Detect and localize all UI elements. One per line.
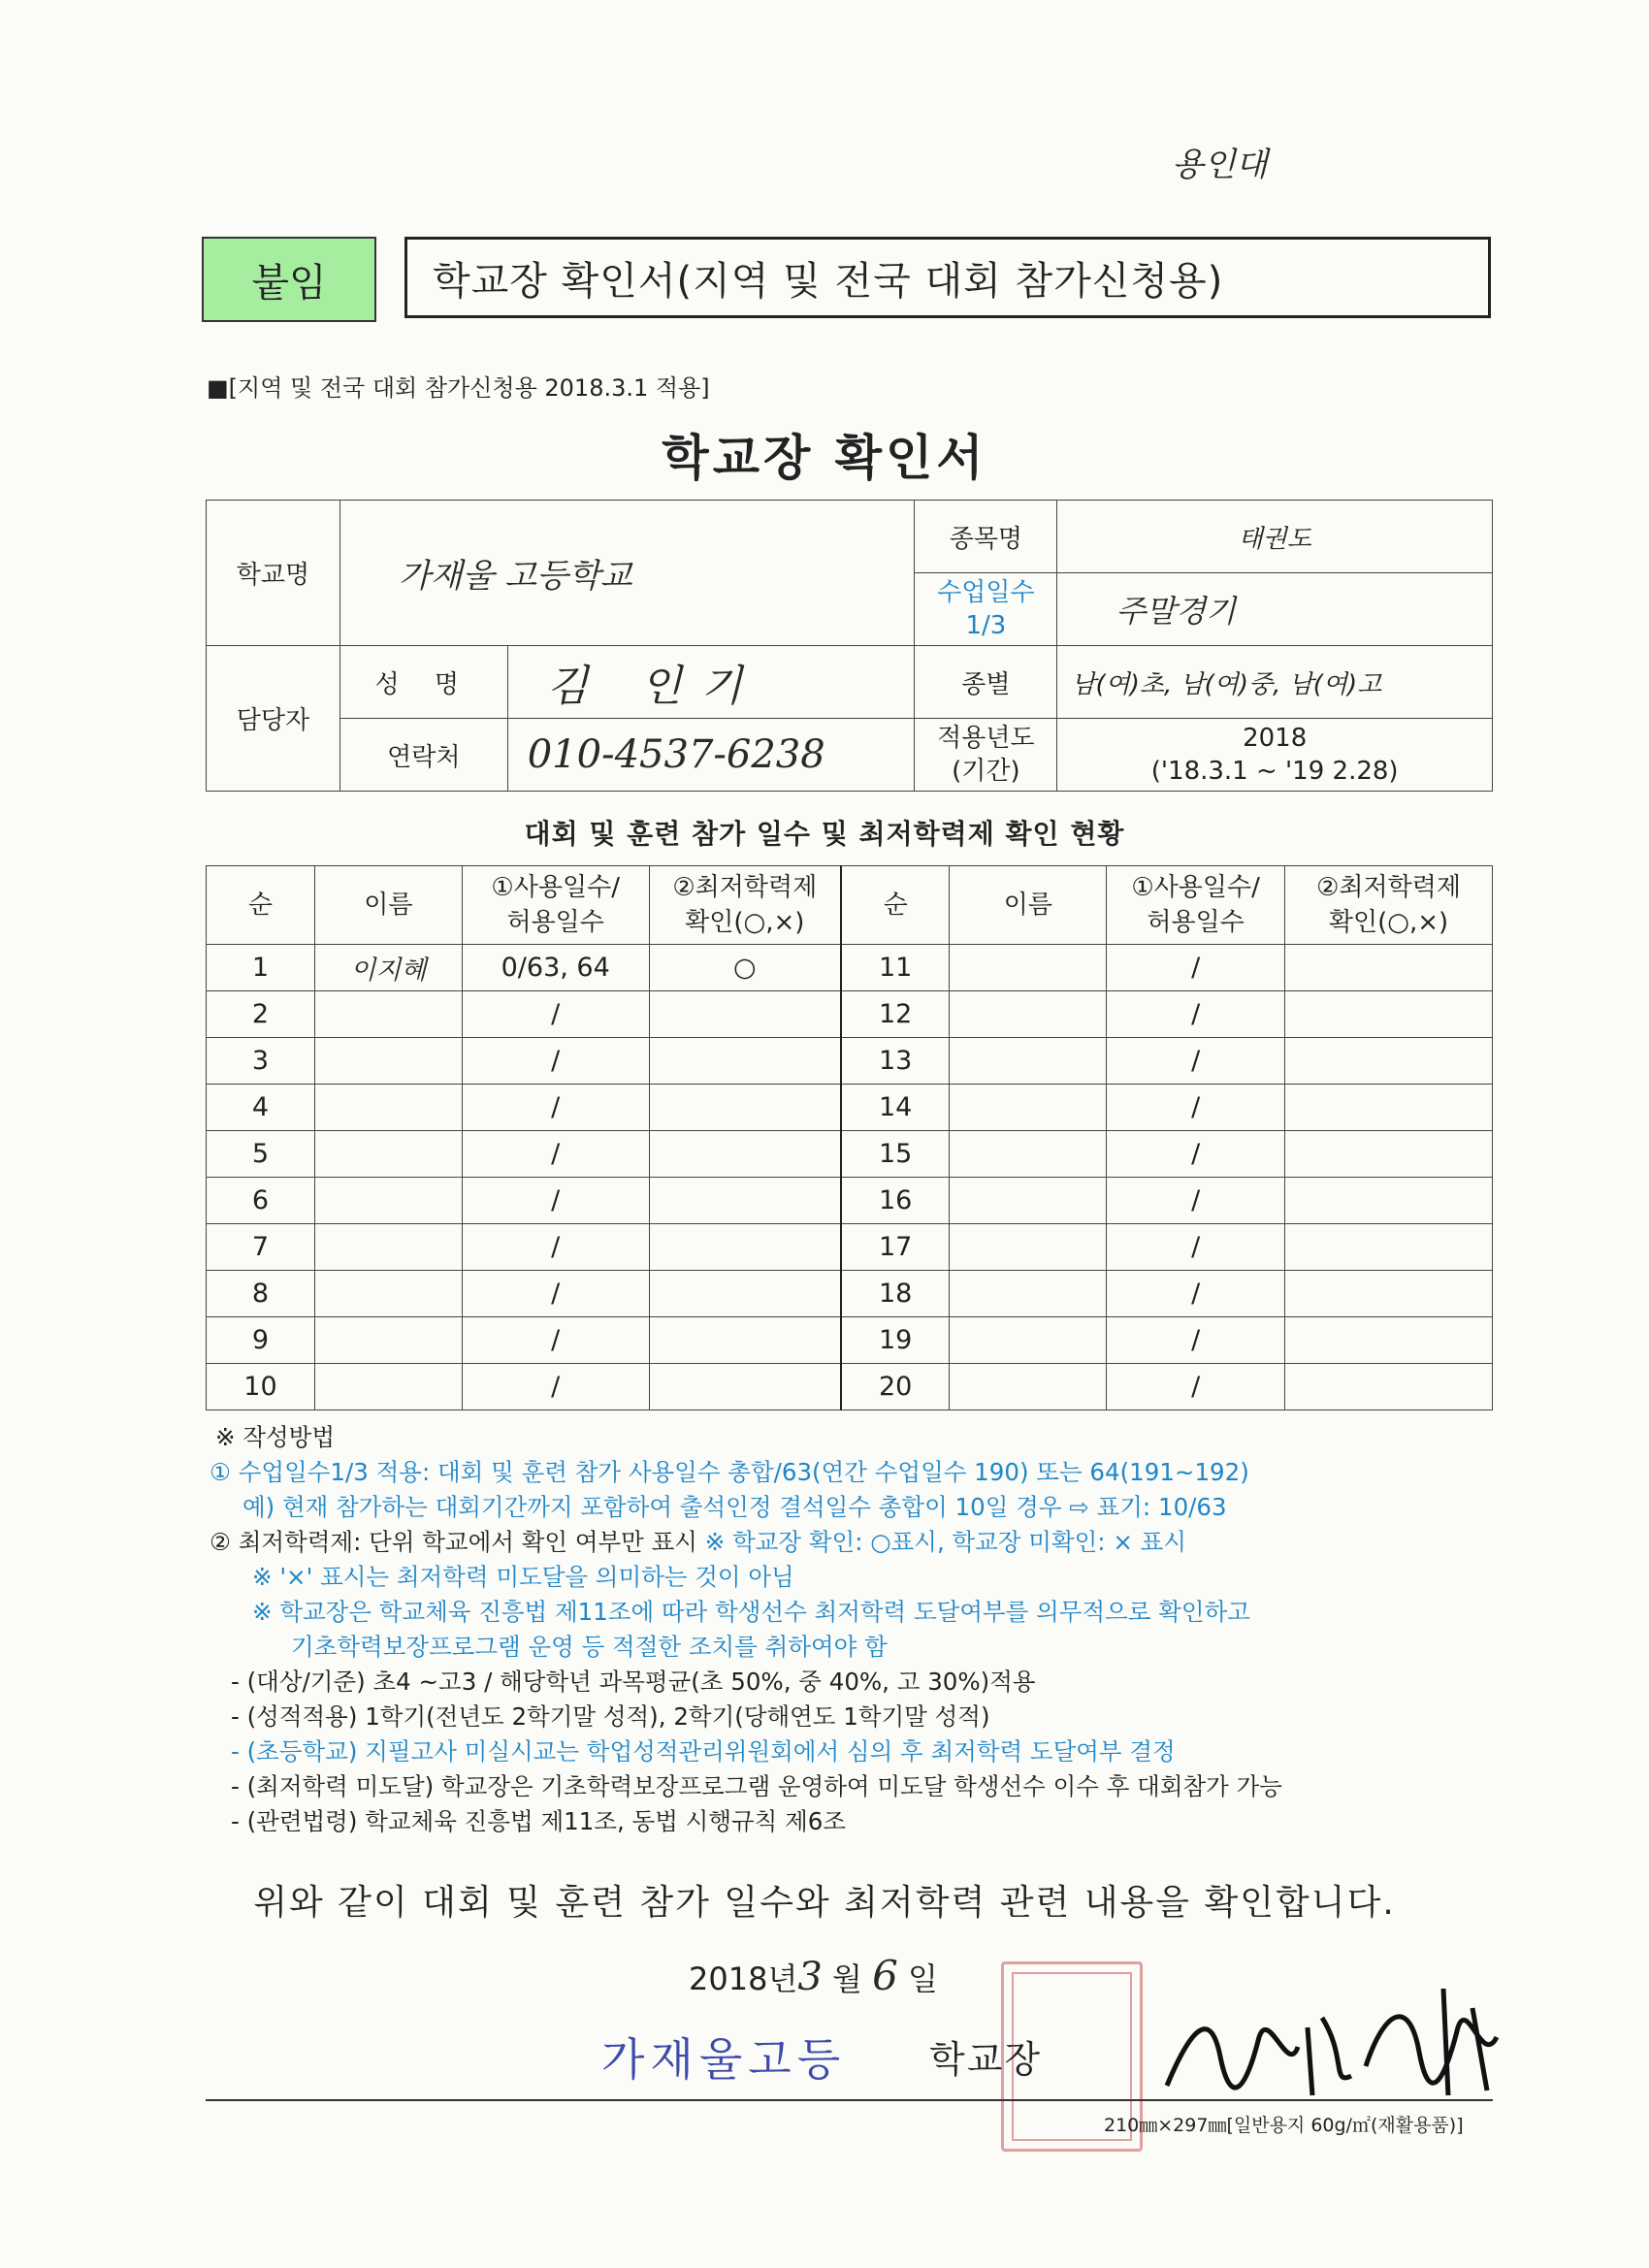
header-days-line2: 허용일수	[506, 908, 604, 937]
detail-1: - (대상/기준) 초4 ~고3 / 해당학년 과목평균(초 50%, 중 40%, 고 30%)적용	[231, 1668, 1036, 1696]
row-name-right	[950, 1038, 1107, 1085]
detail-5: - (관련법령) 학교체육 진흥법 제11조, 동법 시행규칙 제6조	[231, 1807, 847, 1835]
row-check	[649, 1271, 841, 1317]
table-row	[207, 1085, 1493, 1131]
row-name	[314, 1224, 462, 1271]
roster-header-row	[207, 866, 1493, 945]
row-name	[314, 1271, 462, 1317]
name-label: 성 명	[340, 646, 507, 719]
header-name-right: 이름	[950, 866, 1107, 945]
row-no-right: 14	[841, 1085, 950, 1131]
row-check-right	[1285, 1038, 1493, 1085]
row-check-right	[1285, 1224, 1493, 1271]
header-days-right	[1107, 866, 1285, 945]
year-value-line1: 2018	[1243, 724, 1308, 753]
contact-value: 010-4537-6238	[507, 719, 915, 792]
row-check	[649, 1364, 841, 1410]
detail-2: - (성적적용) 1학기(전년도 2학기말 성적), 2학기(당해연도 1학기말 성적)	[231, 1702, 990, 1731]
row-days-right: /	[1107, 1364, 1285, 1410]
row-no: 10	[207, 1364, 315, 1410]
row-check-right	[1285, 1131, 1493, 1178]
year-label-line1: 적용년도	[937, 724, 1035, 753]
header-check-line1: ②최저학력제	[672, 873, 818, 902]
row-name-right	[950, 1085, 1107, 1131]
row-days: /	[462, 1364, 649, 1410]
document-date	[689, 1952, 938, 1999]
corner-handwritten-note: 용인대	[1172, 146, 1268, 184]
date-day-suffix: 일	[897, 1960, 938, 1997]
paper-spec: 210㎜×297㎜[일반용지 60g/㎡(재활용품)]	[1104, 2115, 1464, 2136]
date-day: 6	[872, 1952, 898, 1999]
row-days: 0/63, 64	[462, 945, 649, 991]
row-name-right	[950, 1178, 1107, 1224]
info-table	[206, 500, 1493, 792]
note-2a-text: ② 최저학력제: 단위 학교에서 확인 여부만 표시	[210, 1528, 705, 1556]
row-no: 4	[207, 1085, 315, 1131]
header-check	[649, 866, 841, 945]
event-value: 태권도	[1057, 501, 1493, 573]
name-value: 김 인기	[507, 646, 915, 719]
row-no-right: 19	[841, 1317, 950, 1364]
principal-label: 학교장	[929, 2038, 1043, 2081]
days-label	[915, 573, 1057, 646]
row-no-right: 11	[841, 945, 950, 991]
table-row	[207, 991, 1493, 1038]
table-row	[207, 1038, 1493, 1085]
row-days: /	[462, 1038, 649, 1085]
row-name-right	[950, 1317, 1107, 1364]
row-days-right: /	[1107, 1224, 1285, 1271]
gender-label: 종별	[915, 646, 1057, 719]
row-name-right	[950, 1131, 1107, 1178]
row-name	[314, 1317, 462, 1364]
table-row	[207, 1131, 1493, 1178]
row-no-right: 18	[841, 1271, 950, 1317]
header-check-right-line2: 확인(○,×)	[1328, 908, 1449, 937]
row-name	[314, 991, 462, 1038]
row-no-right: 13	[841, 1038, 950, 1085]
note-1a: ① 수업일수1/3 적용: 대회 및 훈련 참가 사용일수 총합/63(연간 수업일수 190) 또는 64(191~192)	[210, 1458, 1249, 1486]
row-check: ○	[649, 945, 841, 991]
row-days: /	[462, 1131, 649, 1178]
row-no: 7	[207, 1224, 315, 1271]
row-no: 3	[207, 1038, 315, 1085]
date-month-suffix: 월	[822, 1960, 862, 1997]
roster-table	[206, 865, 1493, 1410]
row-no: 6	[207, 1178, 315, 1224]
row-name-right	[950, 991, 1107, 1038]
contact-label: 연락처	[340, 719, 507, 792]
manager-label: 담당자	[207, 646, 340, 792]
row-check	[649, 1178, 841, 1224]
header-no: 순	[207, 866, 315, 945]
header-days-right-line2: 허용일수	[1147, 908, 1245, 937]
note-2a	[204, 1525, 1494, 1560]
table-row	[207, 1271, 1493, 1317]
section-title: 대회 및 훈련 참가 일수 및 최저학력제 확인 현황	[524, 818, 1125, 850]
row-no: 8	[207, 1271, 315, 1317]
note-2c: ※ 학교장은 학교체육 진흥법 제11조에 따라 학생선수 최저학력 도달여부를 의무적으로 확인하고	[252, 1598, 1250, 1626]
note-2a-highlight: ※ 학교장 확인: ○표시, 학교장 미확인: × 표시	[704, 1528, 1186, 1556]
row-name-right	[950, 1271, 1107, 1317]
days-value: 주말경기	[1057, 573, 1493, 646]
header-check-line2: 확인(○,×)	[685, 908, 805, 937]
row-check-right	[1285, 1364, 1493, 1410]
writing-instructions	[204, 1420, 1494, 1839]
row-name-right	[950, 1364, 1107, 1410]
school-label: 학교명	[207, 501, 340, 646]
header-check-right	[1285, 866, 1493, 945]
row-days: /	[462, 1224, 649, 1271]
year-label	[915, 719, 1057, 792]
row-check-right	[1285, 945, 1493, 991]
row-name	[314, 1085, 462, 1131]
row-no: 9	[207, 1317, 315, 1364]
note-2d: 기초학력보장프로그램 운영 등 적절한 조치를 취하여야 함	[291, 1633, 888, 1661]
table-row	[207, 1317, 1493, 1364]
table-row	[207, 1364, 1493, 1410]
row-days: /	[462, 991, 649, 1038]
row-no: 5	[207, 1131, 315, 1178]
header-title-box: 학교장 확인서(지역 및 전국 대회 참가신청용)	[404, 237, 1491, 318]
row-days-right: /	[1107, 945, 1285, 991]
row-days: /	[462, 1085, 649, 1131]
row-days-right: /	[1107, 1085, 1285, 1131]
applied-note: ■[지역 및 전국 대회 참가신청용 2018.3.1 적용]	[207, 374, 710, 402]
row-check	[649, 1317, 841, 1364]
row-name	[314, 1178, 462, 1224]
row-no-right: 17	[841, 1224, 950, 1271]
date-year: 2018년	[689, 1960, 798, 1997]
row-days-right: /	[1107, 991, 1285, 1038]
table-row	[207, 1178, 1493, 1224]
row-no-right: 16	[841, 1178, 950, 1224]
notes-heading: ※ 작성방법	[215, 1423, 335, 1451]
row-check-right	[1285, 1317, 1493, 1364]
header-no-right: 순	[841, 866, 950, 945]
days-label-line1: 수업일수	[937, 578, 1035, 607]
table-row	[207, 1224, 1493, 1271]
date-month: 3	[797, 1955, 823, 1999]
row-name	[314, 1364, 462, 1410]
detail-4: - (최저학력 미도달) 학교장은 기초학력보장프로그램 운영하여 미도달 학생선수 이수 후 대회참가 가능	[231, 1772, 1282, 1800]
year-label-line2: (기간)	[952, 757, 1020, 786]
row-name	[314, 1131, 462, 1178]
school-value: 가재울 고등학교	[340, 501, 915, 646]
bottom-divider	[206, 2099, 1493, 2101]
header-days-line1: ①사용일수/	[491, 873, 620, 902]
days-label-line2: 1/3	[965, 611, 1007, 640]
row-no-right: 20	[841, 1364, 950, 1410]
event-label: 종목명	[915, 501, 1057, 573]
gender-value: 남(여)초, 남(여)중, 남(여)고	[1057, 646, 1493, 719]
row-days-right: /	[1107, 1317, 1285, 1364]
row-check	[649, 1131, 841, 1178]
row-check	[649, 1038, 841, 1085]
row-check-right	[1285, 1178, 1493, 1224]
row-days-right: /	[1107, 1131, 1285, 1178]
roster-body	[207, 866, 1493, 1410]
header-days	[462, 866, 649, 945]
row-name-right	[950, 1224, 1107, 1271]
row-no-right: 15	[841, 1131, 950, 1178]
row-check	[649, 991, 841, 1038]
row-check-right	[1285, 1271, 1493, 1317]
document-title: 학교장 확인서	[662, 430, 987, 486]
confirmation-statement: 위와 같이 대회 및 훈련 참가 일수와 최저학력 관련 내용을 확인합니다.	[253, 1883, 1396, 1923]
header-check-right-line1: ②최저학력제	[1316, 873, 1461, 902]
header-days-right-line1: ①사용일수/	[1131, 873, 1260, 902]
detail-3: - (초등학교) 지필고사 미실시교는 학업성적관리위원회에서 심의 후 최저학력 도달여부 결정	[231, 1737, 1176, 1766]
row-check	[649, 1224, 841, 1271]
row-check-right	[1285, 991, 1493, 1038]
row-days: /	[462, 1178, 649, 1224]
row-name	[314, 1038, 462, 1085]
row-days-right: /	[1107, 1178, 1285, 1224]
year-value	[1057, 719, 1493, 792]
row-days-right: /	[1107, 1271, 1285, 1317]
row-days-right: /	[1107, 1038, 1285, 1085]
school-name-stamp: 가재울고등	[601, 2033, 847, 2086]
attachment-badge: 붙임	[202, 237, 376, 322]
note-2b: ※ '×' 표시는 최저학력 미도달을 의미하는 것이 아님	[252, 1563, 794, 1591]
row-check-right	[1285, 1085, 1493, 1131]
row-check	[649, 1085, 841, 1131]
row-days: /	[462, 1317, 649, 1364]
table-row	[207, 945, 1493, 991]
note-1b: 예) 현재 참가하는 대회기간까지 포함하여 출석인정 결석일수 총합이 10일 경우 ⇨ 표기: 10/63	[242, 1493, 1227, 1521]
row-no-right: 12	[841, 991, 950, 1038]
row-name: 이지혜	[314, 945, 462, 991]
row-days: /	[462, 1271, 649, 1317]
row-no: 2	[207, 991, 315, 1038]
principal-signature-icon	[1152, 1969, 1521, 2115]
row-name-right	[950, 945, 1107, 991]
row-no: 1	[207, 945, 315, 991]
year-value-line2: ('18.3.1 ~ '19 2.28)	[1150, 757, 1399, 786]
header-name: 이름	[314, 866, 462, 945]
